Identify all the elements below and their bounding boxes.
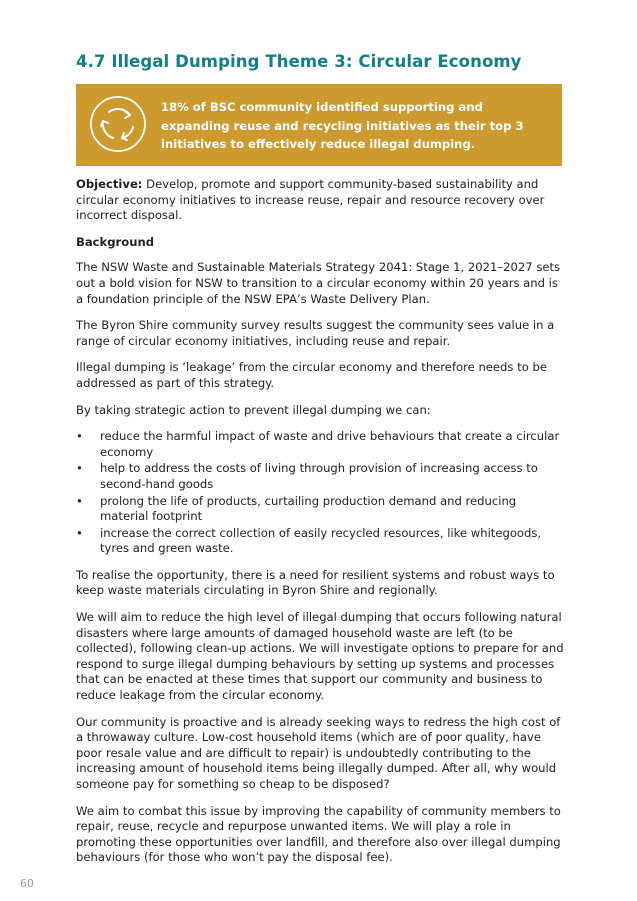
paragraph: By taking strategic action to prevent illegal dumping we can: (76, 402, 431, 417)
background-heading: Background (76, 234, 155, 249)
benefits-list (76, 429, 564, 557)
list-item: • increase the correct collection of easily recycled resources, like whitegoods, tyres and green waste. (76, 526, 564, 557)
paragraph: We will aim to reduce the high level of illegal dumping that occurs following natural disasters where large amounts of damaged household waste are left (to be collected), following clean-up actions. We will investigate options to prepare for and respond to surge illegal dumping behaviours by setting up systems and processes that can be enacted at these times that support our community and business to reduce leakage from the circular economy. (76, 610, 564, 703)
paragraph: To realise the opportunity, there is a need for resilient systems and robust ways to keep waste materials circulating in Byron Shire and regionally. (76, 567, 555, 598)
page-number: 60 (20, 877, 34, 890)
page-body (76, 177, 564, 877)
callout-statistic-text: 18% of BSC community identified supporting and expanding reuse and recycling initiatives as their top 3 initiatives to effectively reduce illegal dumping. (161, 100, 524, 151)
section-title: 4.7 Illegal Dumping Theme 3: Circular Economy (76, 52, 522, 71)
paragraph: We aim to combat this issue by improving the capability of community members to repair, reuse, recycle and repurpose unwanted items. We will play a role in promoting these opportunities over landfill, and therefore also over illegal dumping behaviours (for those who won’t pay the disposal fee). (76, 803, 561, 865)
paragraph: The Byron Shire community survey results suggest the community sees value in a range of circular economy initiatives, including reuse and repair. (76, 318, 555, 348)
objective-text: Develop, promote and support community-based sustainability and circular economy initiatives to increase reuse, repair and resource recovery over incorrect disposal. (76, 177, 545, 223)
list-item: • reduce the harmful impact of waste and drive behaviours that create a circular economy (76, 429, 564, 460)
objective-paragraph (76, 177, 564, 224)
paragraph: Illegal dumping is ‘leakage’ from the circular economy and therefore needs to be addressed as part of this strategy. (76, 360, 547, 390)
statistic-callout-box (76, 84, 562, 166)
paragraph: The NSW Waste and Sustainable Materials Strategy 2041: Stage 1, 2021–2027 sets out a bold vision for NSW to transition to a circular economy within 20 years and is a foundation principle of the NSW EPA’s Waste Delivery Plan. (76, 260, 561, 306)
list-item: • help to address the costs of living through provision of increasing access to second-hand goods (76, 461, 564, 492)
recycle-circular-arrows-icon (89, 95, 147, 153)
list-item: • prolong the life of products, curtailing production demand and reducing material footprint (76, 494, 564, 525)
objective-label: Objective: (76, 177, 143, 191)
paragraph: Our community is proactive and is already seeking ways to redress the high cost of a throwaway culture. Low-cost household items (which are of poor quality, have poor resale value and are difficult to repair) is undoubtedly contributing to the increasing amount of household items being illegally dumped. After all, why would someone pay for something so cheap to be disposed? (76, 714, 561, 791)
